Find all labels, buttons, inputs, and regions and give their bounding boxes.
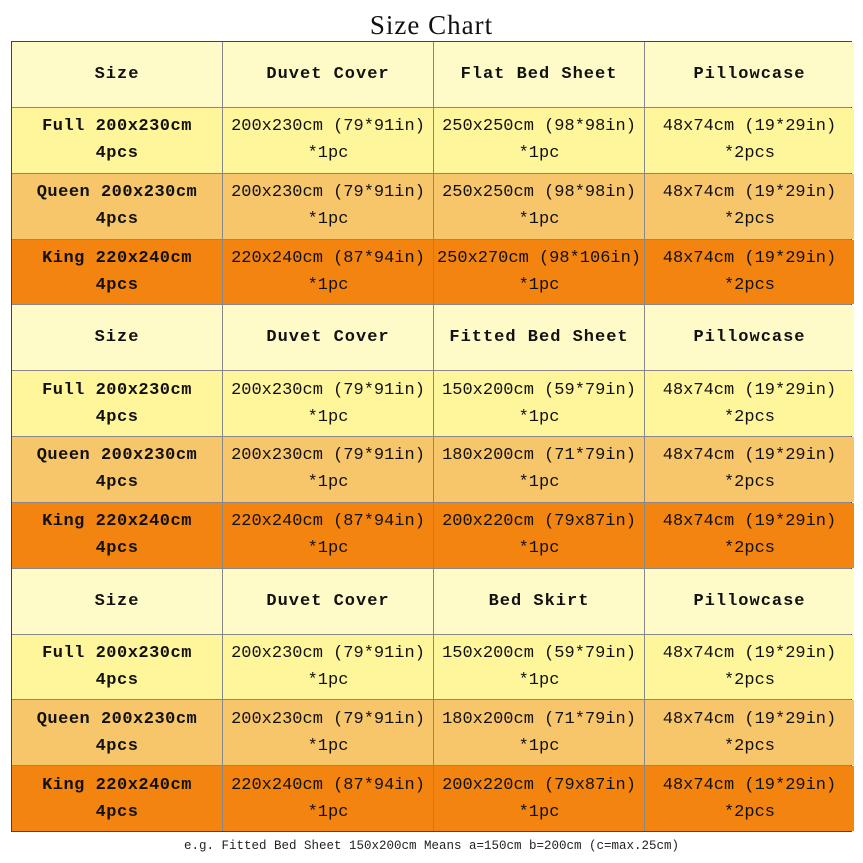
header-size: Size bbox=[12, 305, 222, 370]
header-pillowcase: Pillowcase bbox=[645, 569, 854, 634]
footnote: e.g. Fitted Bed Sheet 150x200cm Means a=150cm b=200cm (c=max.25cm) bbox=[183, 839, 680, 853]
sheet-cell: 150x200cm (59*79in) *1pc bbox=[434, 371, 644, 436]
duvet-cell: 220x240cm (87*94in) *1pc bbox=[223, 503, 433, 568]
pillowcase-cell: 48x74cm (19*29in) *2pcs bbox=[645, 635, 854, 700]
skirt-cell: 200x220cm (79x87in) *1pc bbox=[434, 766, 644, 831]
duvet-cell: 200x230cm (79*91in) *1pc bbox=[223, 700, 433, 765]
header-size: Size bbox=[12, 569, 222, 634]
skirt-cell: 180x200cm (71*79in) *1pc bbox=[434, 700, 644, 765]
header-pillowcase: Pillowcase bbox=[645, 305, 854, 370]
header-size: Size bbox=[12, 42, 222, 107]
duvet-cell: 200x230cm (79*91in) *1pc bbox=[223, 108, 433, 173]
size-cell: Full 200x230cm 4pcs bbox=[12, 108, 222, 173]
header-fitted-bed-sheet: Fitted Bed Sheet bbox=[434, 305, 644, 370]
size-cell: Queen 200x230cm 4pcs bbox=[12, 700, 222, 765]
header-pillowcase: Pillowcase bbox=[645, 42, 854, 107]
size-cell: Queen 200x230cm 4pcs bbox=[12, 437, 222, 502]
header-flat-bed-sheet: Flat Bed Sheet bbox=[434, 42, 644, 107]
pillowcase-cell: 48x74cm (19*29in) *2pcs bbox=[645, 437, 854, 502]
sheet-cell: 180x200cm (71*79in) *1pc bbox=[434, 437, 644, 502]
pillowcase-cell: 48x74cm (19*29in) *2pcs bbox=[645, 371, 854, 436]
size-chart-table bbox=[11, 41, 852, 832]
header-duvet-cover: Duvet Cover bbox=[223, 569, 433, 634]
skirt-cell: 150x200cm (59*79in) *1pc bbox=[434, 635, 644, 700]
size-cell: Full 200x230cm 4pcs bbox=[12, 371, 222, 436]
pillowcase-cell: 48x74cm (19*29in) *2pcs bbox=[645, 766, 854, 831]
duvet-cell: 200x230cm (79*91in) *1pc bbox=[223, 371, 433, 436]
size-cell: Full 200x230cm 4pcs bbox=[12, 635, 222, 700]
size-cell: Queen 200x230cm 4pcs bbox=[12, 174, 222, 239]
duvet-cell: 200x230cm (79*91in) *1pc bbox=[223, 174, 433, 239]
size-cell: King 220x240cm 4pcs bbox=[12, 240, 222, 305]
duvet-cell: 200x230cm (79*91in) *1pc bbox=[223, 635, 433, 700]
size-cell: King 220x240cm 4pcs bbox=[12, 503, 222, 568]
pillowcase-cell: 48x74cm (19*29in) *2pcs bbox=[645, 240, 854, 305]
page-title: Size Chart bbox=[369, 10, 494, 40]
sheet-cell: 250x250cm (98*98in) *1pc bbox=[434, 174, 644, 239]
header-duvet-cover: Duvet Cover bbox=[223, 42, 433, 107]
duvet-cell: 220x240cm (87*94in) *1pc bbox=[223, 766, 433, 831]
pillowcase-cell: 48x74cm (19*29in) *2pcs bbox=[645, 700, 854, 765]
header-duvet-cover: Duvet Cover bbox=[223, 305, 433, 370]
header-bed-skirt: Bed Skirt bbox=[434, 569, 644, 634]
pillowcase-cell: 48x74cm (19*29in) *2pcs bbox=[645, 503, 854, 568]
sheet-cell: 200x220cm (79x87in) *1pc bbox=[434, 503, 644, 568]
size-cell: King 220x240cm 4pcs bbox=[12, 766, 222, 831]
sheet-cell: 250x250cm (98*98in) *1pc bbox=[434, 108, 644, 173]
duvet-cell: 200x230cm (79*91in) *1pc bbox=[223, 437, 433, 502]
sheet-cell: 250x270cm (98*106in) *1pc bbox=[434, 240, 644, 305]
pillowcase-cell: 48x74cm (19*29in) *2pcs bbox=[645, 174, 854, 239]
pillowcase-cell: 48x74cm (19*29in) *2pcs bbox=[645, 108, 854, 173]
duvet-cell: 220x240cm (87*94in) *1pc bbox=[223, 240, 433, 305]
